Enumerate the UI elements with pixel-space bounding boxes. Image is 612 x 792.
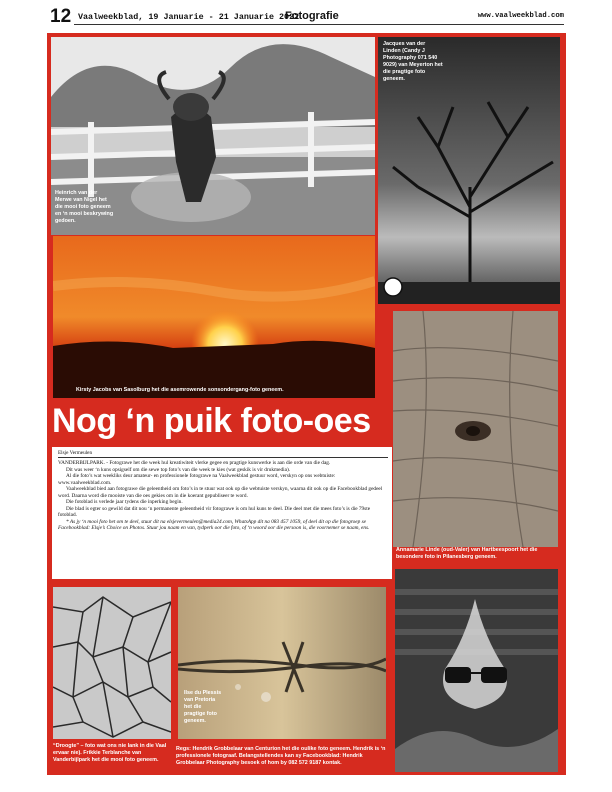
publication-date: Vaalweekblad, 19 Januarie - 21 Januarie 2022: [78, 12, 300, 22]
splash-photo-caption: Regs: Hendrik Grobbelaar van Centurion het die oulike foto geneem. Hendrik is ‘n professionele fotograaf. Belangstellendes kan sy Facebookblad: Hendrik Grobbelaar Photography besoek of hom by 082 572 9187 kontak.: [176, 746, 386, 766]
article-body: [52, 447, 392, 579]
tree-photo-caption: Jacques van der Linden (Candy J Photography 071 540 9029) van Meyerton het die pragtige foto geneem.: [383, 41, 443, 82]
article-paragraph: Dit was weer ‘n kuns opsigself om die sewe top foto’s van die week te kies (wat geskik is vir drukmedia).: [66, 466, 291, 473]
article-paragraph: Al die foto’s wat weekliks deur amateur- en professionele fotograwe na Vaalweekblad gestuur word, verskyn op ons webtuiste: www.vaalweekblad.com.: [58, 473, 336, 486]
sunset-photo-caption: Kirsty Jacobs van Sasolburg het die asemrowende sonsondergang-foto geneem.: [76, 387, 284, 393]
elephant-photo: [393, 311, 558, 547]
article-byline: Elsje Vermeulen: [58, 450, 388, 458]
article-headline: Nog ‘n puik foto-oes: [52, 402, 371, 440]
elephant-photo-caption: Annamarie Linde (oud-Valer) van Hartbeespoort het die besondere foto in Pilanesberg geneem.: [396, 547, 538, 560]
page-header: [0, 0, 612, 30]
article-text: [58, 460, 388, 532]
splash-photo: [395, 569, 558, 772]
bull-photo-caption: Heinrich van der Merwe van Nigel het die mooi foto geneem en ‘n mooi beskrywing gedoen.: [55, 190, 114, 224]
section-title: Fotografie: [285, 10, 339, 22]
cracked-mud-photo: [53, 587, 171, 739]
cracked-mud-photo-caption: “Droogte” – foto wat ons nie lank in die Vaal ervaar nie). Frikkie Terblanche van Vanderbijlpark het die mooi foto geneem.: [53, 743, 167, 763]
article-paragraph: Die fotoblad is verlede jaar tydens die inperking begin.: [66, 499, 183, 505]
sunset-photo: [53, 236, 375, 398]
article-paragraph: * As jy ‘n mooi foto het om te deel, stuur dit na elsjevermeulen@media24.com, WhatsApp dit na 083 457 1059, of deel dit op die fotogroep se Facebookblad: Elsje’s Choice on Photos. Stuur jou naam en van, tydperk oor die foto, of ‘n woord oor die persoon is, die voornemer se naam, ens.: [58, 518, 370, 531]
header-rule: [74, 24, 564, 25]
article-paragraph: Die blad is egter so gewild dat dit nou ‘n permanente geleentheid vir fotograwe is om hul kuns te deel. Die deel met die mees foto’s is die 79ste fotoblad.: [58, 505, 371, 518]
article-paragraph: Vaalweekblad bied aan fotograwe die geleentheid om foto’s in te stuur wat ook op die webtuiste verskyn, waarna dit ook op die Facebookblad gedeel word. Daarna word die mooiste van die oes gekies om in die koerant gepubliseer te word.: [58, 486, 383, 499]
page-number: 12: [50, 6, 72, 27]
article-paragraph: VANDERBIJLPARK. - Fotograwe het die week hul kreatiwiteit vlerke gegee en pragtige kunswerke is aan die orde van die dag.: [58, 460, 331, 466]
barbed-wire-photo-caption: Ilse du Plessis van Pretoria het die pragtige foto geneem.: [184, 690, 222, 724]
website-url[interactable]: www.vaalweekblad.com: [477, 12, 564, 20]
